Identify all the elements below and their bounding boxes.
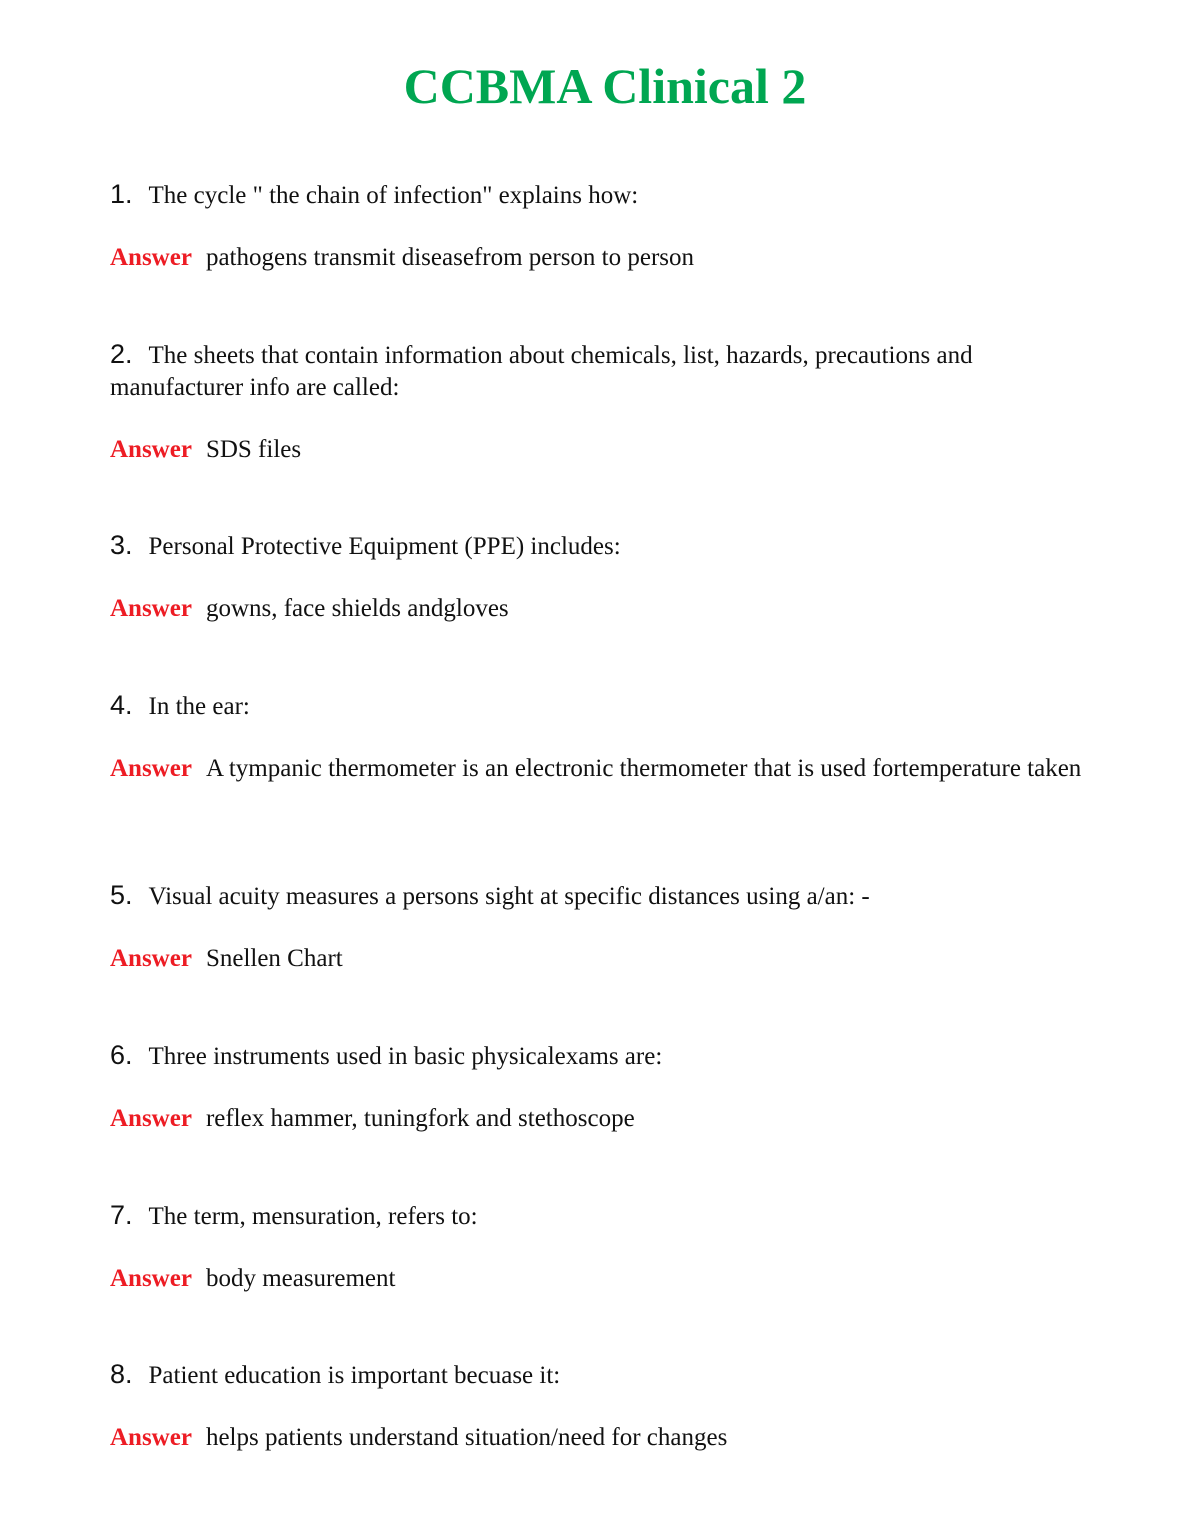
question-text: Patient education is important becuase it: <box>148 1362 561 1389</box>
answer-label: Answer <box>110 1265 192 1292</box>
question-item-6 <box>110 1039 1100 1135</box>
answer <box>110 1422 1100 1454</box>
answer-text: body measurement <box>205 1265 396 1292</box>
question-number: 3. <box>110 530 133 560</box>
answer-label: Answer <box>110 945 192 972</box>
question-item-3 <box>110 529 1100 625</box>
question-text: In the ear: <box>148 693 250 720</box>
question-number: 1. <box>110 179 133 209</box>
answer-text: SDS files <box>205 436 302 463</box>
answer <box>110 434 1100 466</box>
answer-text: reflex hammer, tuningfork and stethoscope <box>205 1105 635 1132</box>
question <box>110 879 1100 913</box>
answer-label: Answer <box>110 1105 192 1132</box>
question <box>110 1039 1100 1073</box>
question-text: Three instruments used in basic physicalexams are: <box>148 1043 663 1070</box>
question-number: 5. <box>110 880 133 910</box>
question-item-1 <box>110 178 1100 274</box>
question-text: Personal Protective Equipment (PPE) includes: <box>148 533 621 560</box>
question-text: Visual acuity measures a persons sight at specific distances using a/an: - <box>148 883 870 910</box>
question <box>110 689 1100 723</box>
question-number: 8. <box>110 1359 133 1389</box>
answer-text: gowns, face shields andgloves <box>205 595 509 622</box>
answer <box>110 943 1100 975</box>
question <box>110 1358 1100 1392</box>
question-item-8 <box>110 1358 1100 1454</box>
question-item-7 <box>110 1199 1100 1295</box>
answer-text: helps patients understand situation/need for changes <box>205 1424 728 1451</box>
question-text: The sheets that contain information about chemicals, list, hazards, precautions and manufacturer info are called: <box>110 342 973 401</box>
answer <box>110 242 1100 274</box>
answer <box>110 1103 1100 1135</box>
question <box>110 1199 1100 1233</box>
answer-label: Answer <box>110 244 192 271</box>
page-title: CCBMA Clinical 2 <box>403 58 807 114</box>
question <box>110 178 1100 212</box>
question-item-4 <box>110 689 1100 785</box>
question-number: 2. <box>110 339 133 369</box>
answer-label: Answer <box>110 436 192 463</box>
question-text: The term, mensuration, refers to: <box>148 1203 478 1230</box>
question-item-2 <box>110 338 1100 466</box>
answer-label: Answer <box>110 595 192 622</box>
answer-text: A tympanic thermometer is an electronic thermometer that is used fortemperature taken <box>205 755 1082 782</box>
question-number: 4. <box>110 690 133 720</box>
answer <box>110 593 1100 625</box>
answer-text: Snellen Chart <box>205 945 343 972</box>
question-number: 7. <box>110 1200 133 1230</box>
answer-label: Answer <box>110 755 192 782</box>
question <box>110 338 1100 404</box>
question-number: 6. <box>110 1040 133 1070</box>
question-item-5 <box>110 879 1100 975</box>
answer-text: pathogens transmit diseasefrom person to person <box>205 244 695 271</box>
answer <box>110 1263 1100 1295</box>
question <box>110 529 1100 563</box>
answer <box>110 753 1100 785</box>
answer-label: Answer <box>110 1424 192 1451</box>
question-text: The cycle " the chain of infection" explains how: <box>148 182 639 209</box>
